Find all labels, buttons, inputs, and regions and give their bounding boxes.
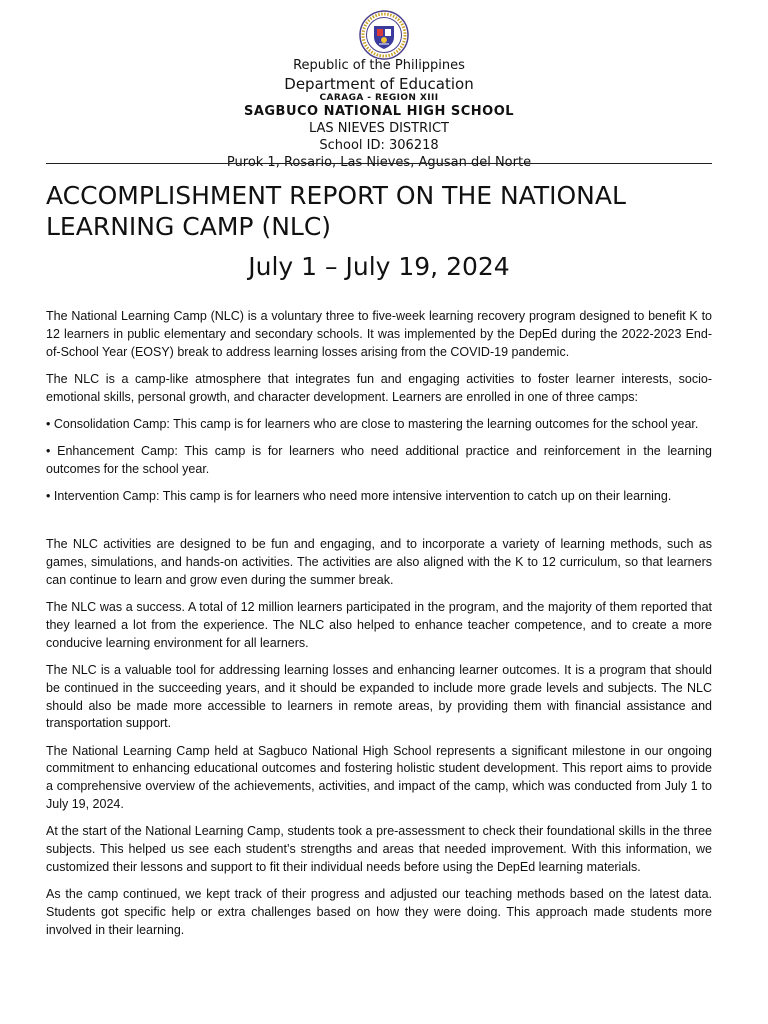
camps-intro-paragraph: The NLC is a camp-like atmosphere that integrates fun and engaging activities to foster learner interests, socio-emotional skills, personal growth, and character development. Learners are enrolled in one of three camps: — [46, 371, 712, 404]
district-label: LAS NIEVES DISTRICT — [308, 121, 449, 137]
school-name: SAGBUCO NATIONAL HIGH SCHOOL — [243, 104, 515, 120]
report-title: ACCOMPLISHMENT REPORT ON THE NATIONAL LEARNING CAMP (NLC) — [46, 181, 626, 241]
bullet-enhancement-camp: • Enhancement Camp: This camp is for learners who need additional practice and reinforcement in the learning outcomes for the school year. — [46, 444, 712, 477]
republic-label: Republic of the Philippines — [293, 58, 465, 73]
paragraph-success: The NLC was a success. A total of 12 million learners participated in the program, and the majority of them reported that they learned a lot from the experience. The NLC also helped to enhance teacher competence, and to create a more conducive learning environment for all learners. — [46, 600, 712, 650]
deped-seal-icon — [359, 10, 409, 60]
bullet-intervention-camp: • Intervention Camp: This camp is for learners who need more intensive intervention to catch up on their learning. — [46, 489, 672, 504]
paragraph-sagbuco-camp: The National Learning Camp held at Sagbuco National High School represents a significant milestone in our ongoing commitment to enhancing educational outcomes and fostering holistic student development. This report aims to provide a comprehensive overview of the achievements, activities, and impact of the camp, which was conducted from July 1 to July 19, 2024. — [46, 743, 712, 812]
department-label: Department of Education — [284, 74, 474, 93]
bullet-consolidation-camp: • Consolidation Camp: This camp is for learners who are close to mastering the learning outcomes for the school year. — [46, 416, 699, 431]
paragraph-activities: The NLC activities are designed to be fun and engaging, and to incorporate a variety of learning methods, such as games, simulations, and hands-on activities. The activities are also aligned with the K to 12 curriculum, so that learners can continue to learn and grow even during the summer break. — [46, 537, 712, 587]
school-address: Purok 1, Rosario, Las Nieves, Agusan del Norte — [226, 154, 532, 170]
letterhead — [46, 58, 712, 172]
school-id: School ID: 306218 — [319, 138, 439, 154]
paragraph-progress-tracking: As the camp continued, we kept track of their progress and adjusted our teaching methods based on the latest data. Students got specific help or extra challenges based on how they were doing. This approach made students more involved in their learning. — [46, 887, 712, 937]
region-label: CARAGA - REGION XIII — [319, 93, 439, 104]
paragraph-pre-assessment: At the start of the National Learning Camp, students took a pre-assessment to check their foundational skills in the three subjects. This helped us see each student’s strengths and areas that needed improvement. With this information, we customized their lessons and support to fit their individual needs before using the DepEd learning materials. — [46, 824, 712, 874]
intro-paragraph: The National Learning Camp (NLC) is a voluntary three to five-week learning recovery program designed to benefit K to 12 learners in public elementary and secondary schools. It was implemented by the DepEd during the 2022-2023 End-of-School Year (EOSY) break to address learning losses arising from the COVID-19 pandemic. — [46, 309, 712, 359]
report-date-range: July 1 – July 19, 2024 — [248, 252, 510, 281]
report-body — [46, 308, 712, 949]
paragraph-recommendation: The NLC is a valuable tool for addressing learning losses and enhancing learner outcomes. It is a program that should be continued in the succeeding years, and it should be expanded to include more grade levels and subjects. The NLC should also be made more accessible to learners in remote areas, by providing them with financial assistance and transportation support. — [46, 662, 712, 731]
header-divider — [46, 163, 712, 164]
